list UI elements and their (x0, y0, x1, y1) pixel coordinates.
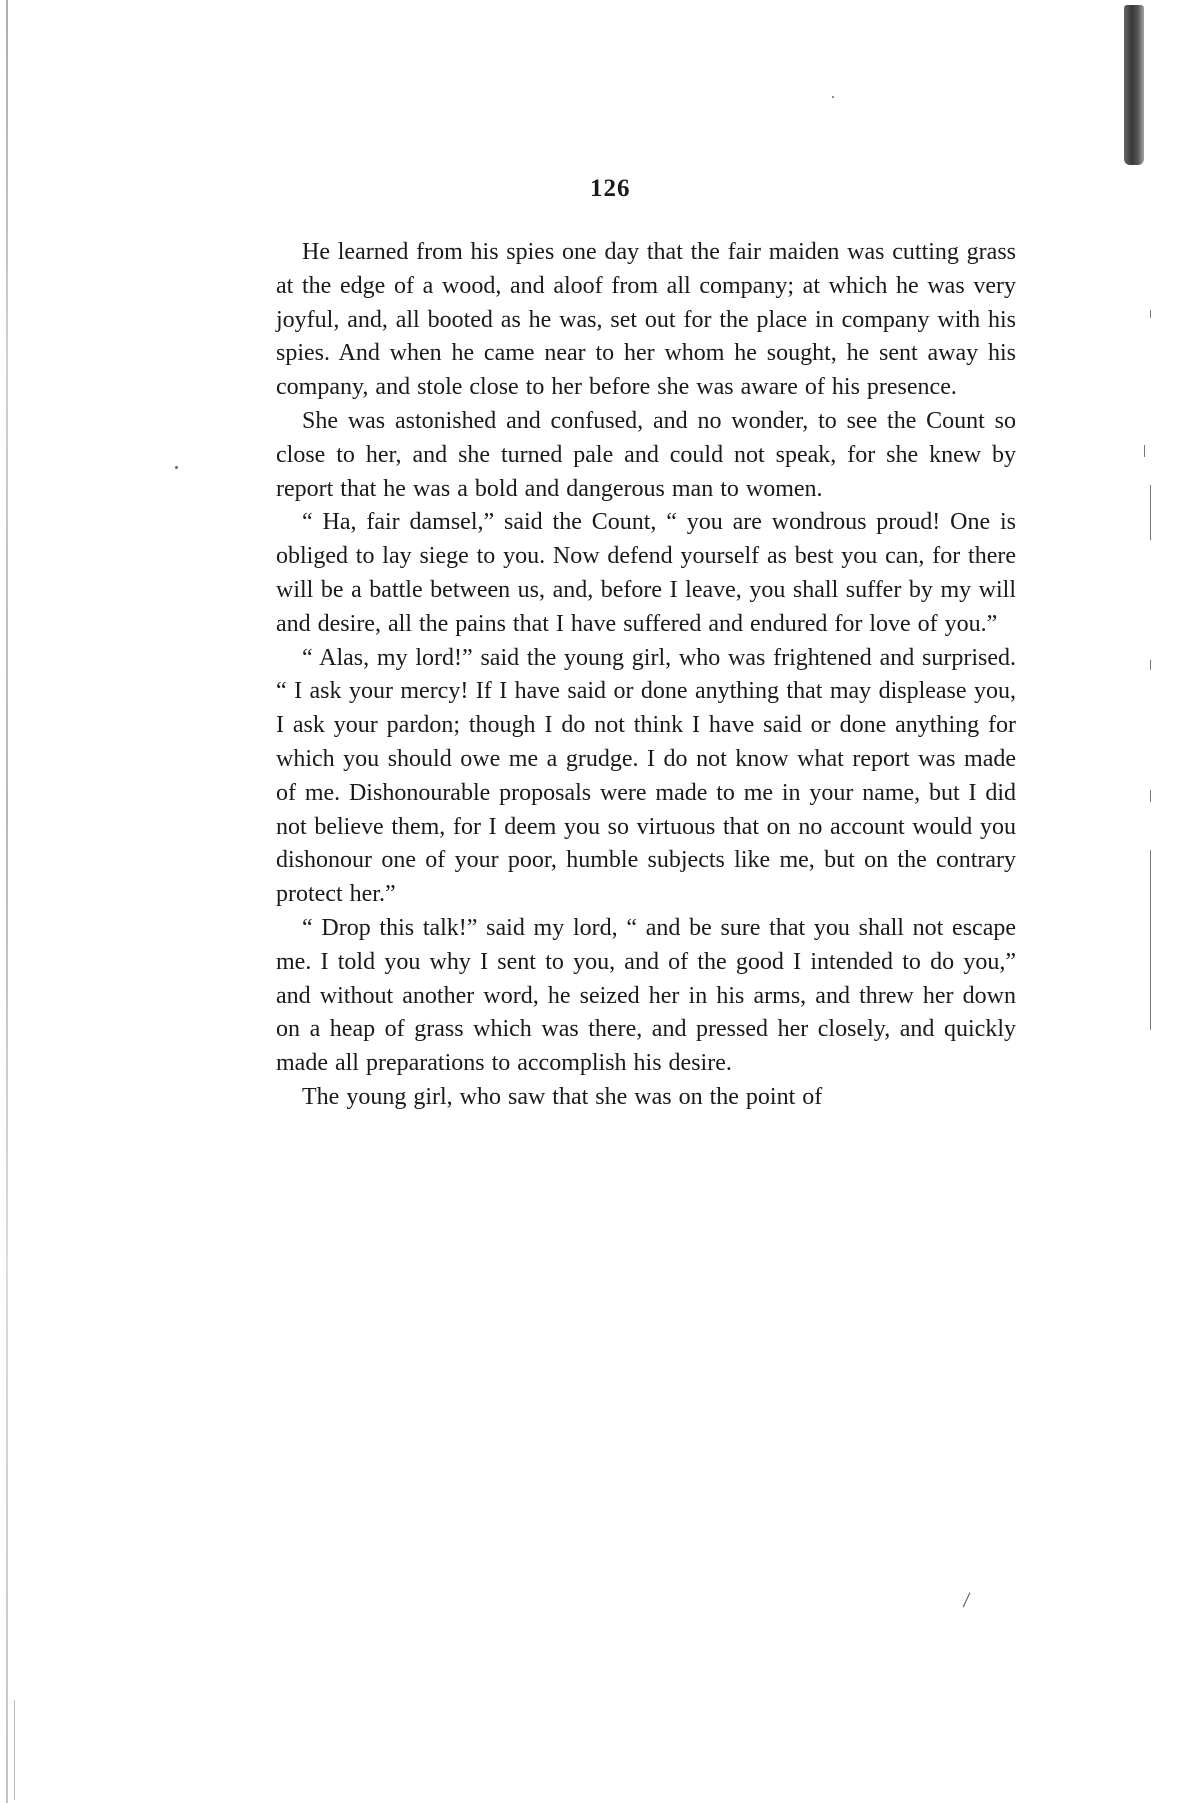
page-number: 126 (590, 175, 631, 202)
stray-mark (175, 466, 178, 469)
stray-mark (963, 1593, 971, 1608)
paragraph: He learned from his spies one day that the fair maiden was cutting grass at the edge of a wood, and aloof from all company; at which he was very joyful, and, all booted as he was, set out for the place in company with his spies. And when he came near to her whom he sought, he sent away his company, and stole close to her before she was aware of his presence. (276, 239, 1016, 401)
paragraph: “ Alas, my lord!” said the young girl, who was frightened and surprised. “ I ask your mercy! If I have said or done anything that may displease you, I ask your pardon; though I do not think I have said or done anything for which you should owe me a grudge. I do not know what report was made of me. Dishonourable proposals were made to me in your name, but I did not believe them, for I deem you so virtuous that on no account would you dishonour one of your poor, humble subjects like me, but on the contrary protect her.” (276, 644, 1016, 908)
stray-mark (832, 96, 834, 98)
paragraph: “ Ha, fair damsel,” said the Count, “ you are wondrous proud! One is obliged to lay siege to you. Now defend yourself as best you can, for there will be a battle between us, and, before I leave, you shall suffer by my will and desire, all the pains that I have suffered and endured for love of you.” (276, 509, 1016, 637)
margin-tick (1150, 850, 1151, 1030)
scan-binding-mark (1124, 5, 1144, 165)
margin-tick (1150, 485, 1151, 540)
margin-tick (1150, 310, 1151, 318)
paragraph: She was astonished and confused, and no wonder, to see the Count so close to her, and she turned pale and could not speak, for she knew by report that he was a bold and dangerous man to women. (276, 407, 1016, 502)
margin-tick (1144, 445, 1145, 457)
scan-edge-left-lower (14, 1700, 15, 1800)
body-text (276, 236, 1016, 1115)
scan-edge-left (6, 0, 8, 1803)
margin-tick (1150, 790, 1151, 802)
margin-tick (1150, 660, 1151, 670)
paragraph: “ Drop this talk!” said my lord, “ and be sure that you shall not escape me. I told you why I sent to you, and of the good I intended to do you,” and without another word, he seized her in his arms, and threw her down on a heap of grass which was there, and pressed her closely, and quickly made all preparations to accomplish his desire. (276, 914, 1016, 1077)
paragraph: The young girl, who saw that she was on the point of (302, 1083, 823, 1110)
